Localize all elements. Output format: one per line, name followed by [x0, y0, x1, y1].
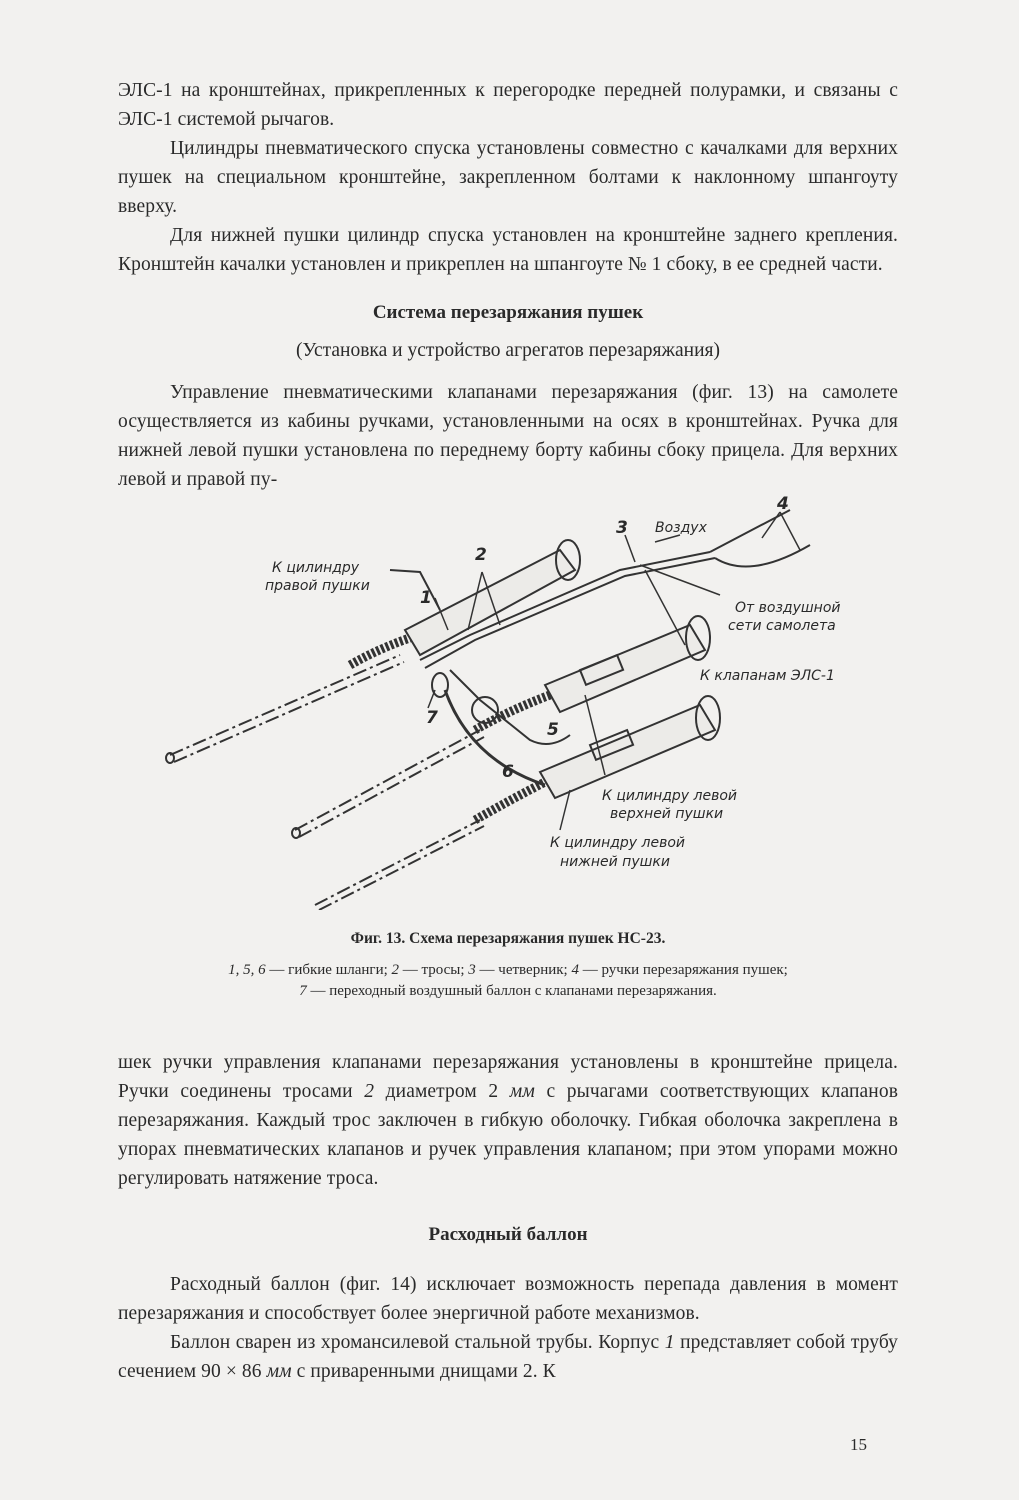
callout-3: 3 — [616, 518, 628, 538]
callout-5: 5 — [547, 720, 559, 740]
label-els-valves: К клапанам ЭЛС-1 — [700, 668, 835, 684]
callout-7: 7 — [426, 708, 438, 728]
paragraph: Для нижней пушки цилиндр спуска установлен на кронштейне заднего крепления. Кронштейн качалки установлен и прикреплен на шпангоуте № 1 сбоку, в ее средней части. — [118, 225, 898, 275]
label-air-network-line1: От воздушной — [735, 600, 841, 616]
section-heading: Система перезаряжания пушек — [372, 302, 644, 323]
text-run: с рычагами соответствующих клапанов перезаряжания. Каждый трос заключен в гибкую оболочку. Гибкая оболочка закреплена в упорах пневматических клапанов и ручек управления клапаном; при этом упорами можно регулировать натяжение троса. — [118, 1081, 898, 1189]
text-run: шек ручки управления клапанами перезаряжания установлены в кронштейне прицела. Ручки соединены тросами — [118, 1052, 898, 1102]
section1-continued-text — [118, 1048, 898, 1193]
figure-13-diagram — [150, 490, 870, 910]
text-run: Баллон сварен из хромансилевой стальной трубы. Корпус — [170, 1332, 665, 1353]
legend-refs: 7 — [299, 983, 307, 999]
ref-number: 1 — [664, 1332, 675, 1353]
figure-caption-title: Фиг. 13. Схема перезаряжания пушек НС-23. — [350, 930, 666, 947]
label-air-network-line2: сети самолета — [728, 618, 836, 634]
legend-refs: 3 — [468, 962, 476, 978]
text-run: представляет собой трубу сечением 90 × 86 — [118, 1332, 898, 1382]
section-heading: Расходный баллон — [428, 1224, 588, 1245]
legend-refs: 1, 5, 6 — [228, 962, 266, 978]
text-run: диаметром 2 — [374, 1081, 510, 1102]
legend-text: — гибкие шланги; — [265, 962, 392, 978]
section1-text — [118, 378, 898, 494]
label-air: Воздух — [655, 520, 707, 536]
callout-6: 6 — [502, 762, 514, 782]
section2-text — [118, 1270, 898, 1386]
callout-1: 1 — [420, 588, 432, 608]
label-right-cylinder-line2: правой пушки — [265, 578, 370, 594]
paragraph — [118, 1048, 898, 1193]
label-left-upper-line1: К цилиндру левой — [602, 788, 737, 804]
page-number: 15 — [850, 1435, 867, 1454]
legend-text: — ручки перезаряжания пушек; — [578, 962, 788, 978]
label-left-lower-line1: К цилиндру левой — [550, 835, 685, 851]
legend-refs: 2 — [391, 962, 400, 978]
paragraph — [118, 1328, 898, 1386]
legend-text: — четверник; — [475, 962, 572, 978]
intro-text — [118, 76, 898, 279]
legend-text: — тросы; — [399, 962, 469, 978]
paragraph: Управление пневматическими клапанами перезаряжания (фиг. 13) на самолете осуществляется из кабины ручками, установленными на осях в кронштейнах. Ручка для нижней левой пушки установлена по переднему борту кабины сбоку прицела. Для верхних левой и правой пу- — [118, 382, 898, 490]
figure-legend — [118, 960, 898, 1002]
callout-2: 2 — [475, 545, 487, 565]
legend-text: — переходный воздушный баллон с клапанами перезаряжания. — [306, 983, 717, 999]
reloading-system-drawing — [150, 490, 870, 910]
legend-refs: 4 — [571, 962, 579, 978]
callout-4: 4 — [777, 494, 789, 514]
unit: мм — [509, 1081, 535, 1102]
label-right-cylinder-line1: К цилиндру — [272, 560, 360, 576]
label-left-lower-line2: нижней пушки — [560, 854, 670, 870]
paragraph: Цилиндры пневматического спуска установлены совместно с качалками для верхних пушек на специальном кронштейне, закрепленном болтами к наклонному шпангоуту вверху. — [118, 138, 898, 217]
ref-number: 2 — [364, 1081, 375, 1102]
paragraph: ЭЛС-1 на кронштейнах, прикрепленных к перегородке передней полурамки, и связаны с ЭЛС-1 системой рычагов. — [118, 80, 898, 130]
unit: мм — [266, 1361, 292, 1382]
section-subheading: (Установка и устройство агрегатов перезаряжания) — [296, 340, 720, 361]
paragraph: Расходный баллон (фиг. 14) исключает возможность перепада давления в момент перезаряжания и способствует более энергичной работе механизмов. — [118, 1274, 898, 1324]
label-left-upper-line2: верхней пушки — [610, 806, 724, 822]
text-run: с приваренными днищами 2. К — [291, 1361, 556, 1382]
